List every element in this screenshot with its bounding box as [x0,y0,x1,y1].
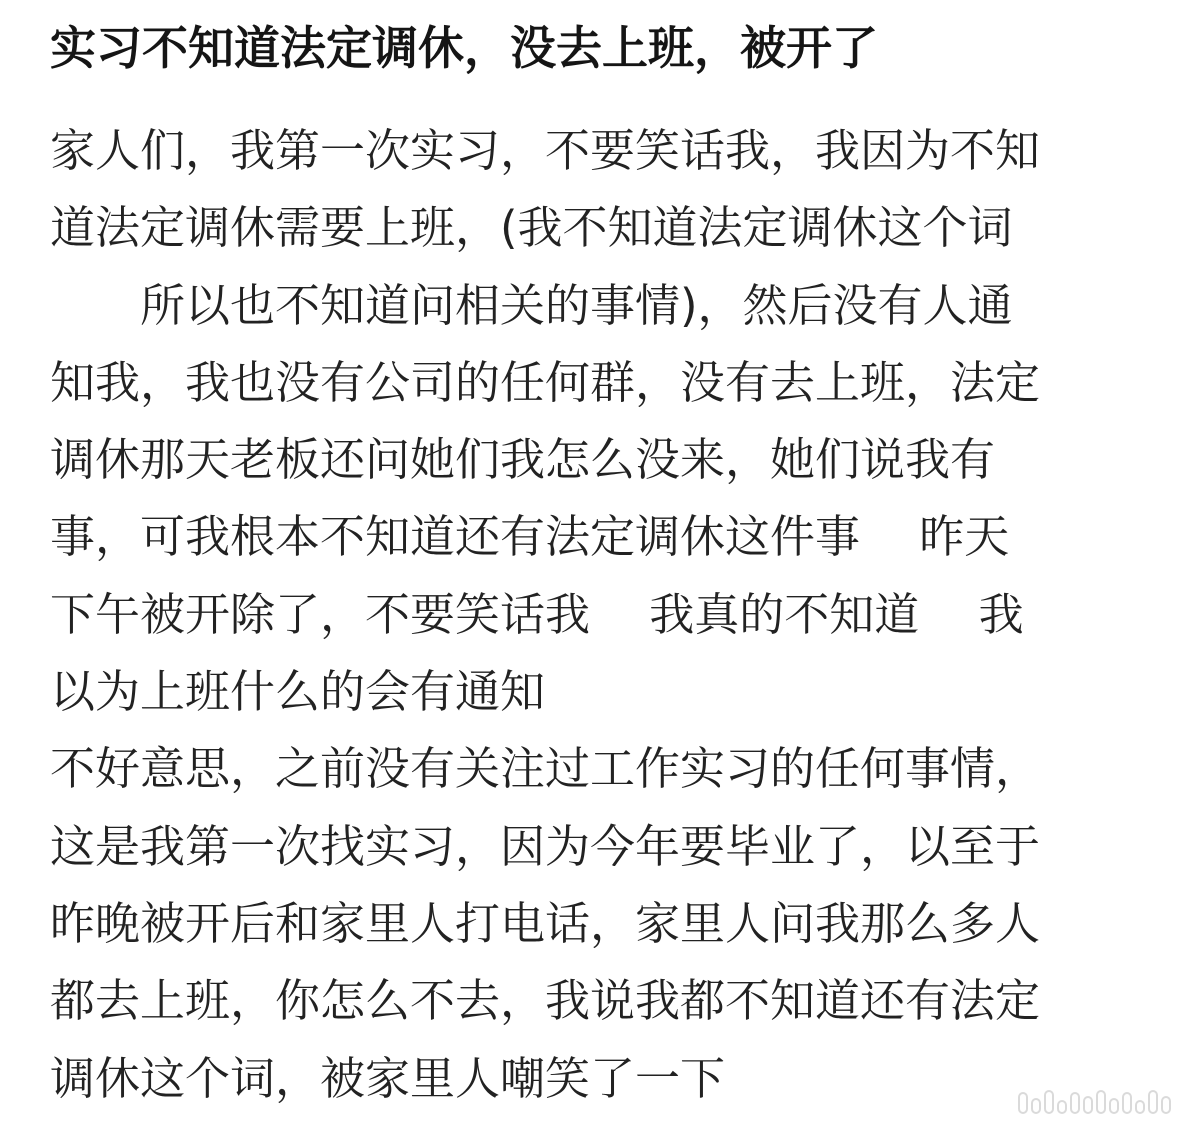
body-line: 家人们，我第一次实习，不要笑话我，我因为不知 [50,124,1041,177]
body-line: 道法定调休需要上班，(我不知道法定调休这个词 [50,201,1013,255]
body-line: 不好意思，之前没有关注过工作实习的任何事情， [50,742,1041,796]
watermark-logo-icon [1018,1088,1171,1114]
body-line: 下午被开除了，不要笑话我 我真的不知道 我 [50,587,1024,641]
body-line: 昨晚被开后和家里人打电话，家里人问我那么多人 [50,896,1041,950]
post-title: 实习不知道法定调休，没去上班，被开了 [50,21,878,75]
post-body [50,112,1160,1117]
body-line: 以为上班什么的会有通知 [50,665,546,719]
body-line: 调休这个词，被家里人嘲笑了一下 [50,1051,726,1105]
body-line: 知我，我也没有公司的任何群，没有去上班，法定 [50,355,1041,409]
body-line: 所以也不知道问相关的事情)，然后没有人通 [50,278,1013,332]
body-line: 事，可我根本不知道还有法定调休这件事 昨天 [50,510,1010,564]
body-line: 都去上班，你怎么不去，我说我都不知道还有法定 [50,974,1041,1028]
body-line: 调休那天老板还问她们我怎么没来，她们说我有 [50,433,996,487]
body-line: 这是我第一次找实习，因为今年要毕业了，以至于 [50,819,1041,873]
